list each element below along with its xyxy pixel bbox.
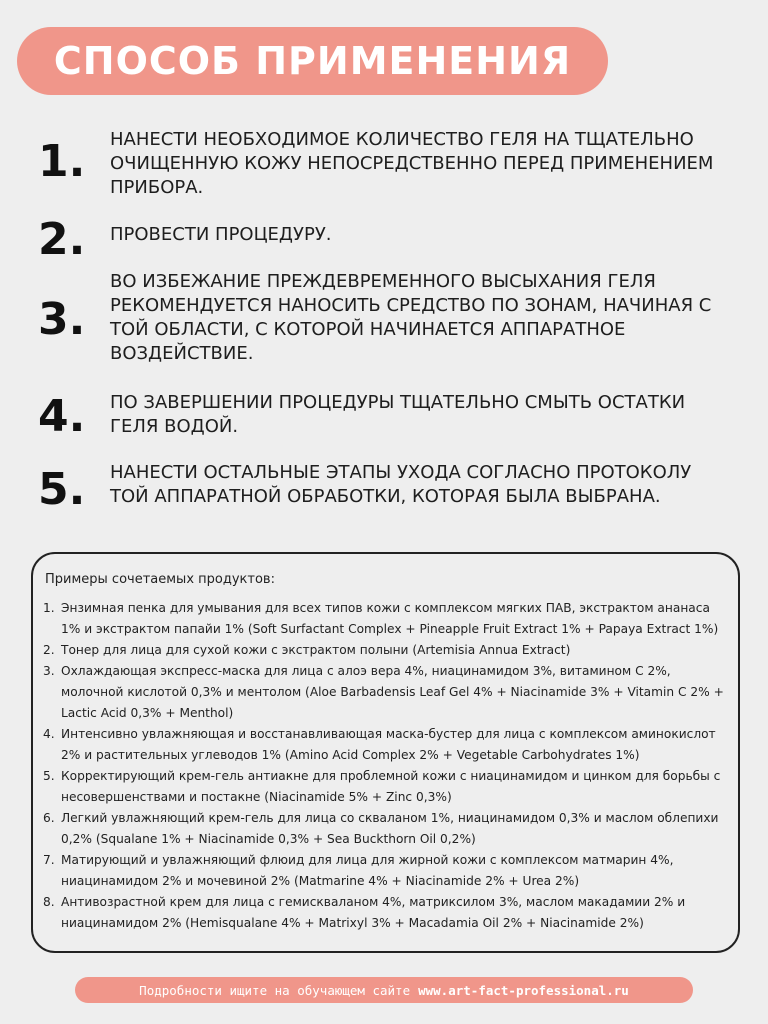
list-item-number: 5. bbox=[43, 769, 55, 783]
list-item-text: Интенсивно увлажняющая и восстанавливающая маска-бустер для лица с комплексом аминокислот 2% и растительных углеводов 1% (Amino Acid Complex 2% + Vegetable Carbohydrates 1%) bbox=[61, 727, 716, 762]
list-item-text: Энзимная пенка для умывания для всех типов кожи с комплексом мягких ПАВ, экстрактом ананаса 1% и экстрактом папайи 1% (Soft Surfactant Complex + Pineapple Fruit Extract 1% + Papaya Extract 1%) bbox=[61, 601, 719, 636]
list-item-number: 1. bbox=[43, 601, 55, 615]
step-number: 4. bbox=[38, 391, 86, 442]
compatible-products-box bbox=[31, 552, 740, 953]
step-text: ВО ИЗБЕЖАНИЕ ПРЕЖДЕВРЕМЕННОГО ВЫСЫХАНИЯ ГЕЛЯ РЕКОМЕНДУЕТСЯ НАНОСИТЬ СРЕДСТВО ПО ЗОНАМ, НАЧИНАЯ С ТОЙ ОБЛАСТИ, С КОТОРОЙ НАЧИНАЕТСЯ АППАРАТНОЕ ВОЗДЕЙСТВИЕ. bbox=[110, 271, 712, 364]
step-text: НАНЕСТИ НЕОБХОДИМОЕ КОЛИЧЕСТВО ГЕЛЯ НА ТЩАТЕЛЬНО ОЧИЩЕННУЮ КОЖУ НЕПОСРЕДСТВЕННО ПЕРЕД ПРИМЕНЕНИЕМ ПРИБОРА. bbox=[110, 129, 714, 198]
list-item-text: Охлаждающая экспресс-маска для лица с алоэ вера 4%, ниацинамидом 3%, витамином С 2%, молочной кислотой 0,3% и ментолом (Aloe Barbadensis Leaf Gel 4% + Niacinamide 3% + Vitamin C 2% + Lactic Acid 0,3% + Menthol) bbox=[61, 664, 724, 720]
step-text: НАНЕСТИ ОСТАЛЬНЫЕ ЭТАПЫ УХОДА СОГЛАСНО ПРОТОКОЛУ ТОЙ АППАРАТНОЙ ОБРАБОТКИ, КОТОРАЯ БЫЛА ВЫБРАНА. bbox=[110, 462, 692, 507]
header-banner bbox=[17, 27, 608, 95]
list-item bbox=[43, 640, 727, 661]
list-item bbox=[43, 661, 727, 724]
list-item-text: Тонер для лица для сухой кожи с экстрактом полыни (Artemisia Annua Extract) bbox=[61, 643, 571, 657]
list-item-text: Легкий увлажняющий крем-гель для лица со скваланом 1%, ниацинамидом 0,3% и маслом облепихи 0,2% (Squalane 1% + Niacinamide 0,3% + Sea Buckthorn Oil 0,2%) bbox=[61, 811, 719, 846]
list-item-text: Антивозрастной крем для лица с гемискваланом 4%, матриксилом 3%, маслом макадамии 2% и ниацинамидом 2% (Hemisqualane 4% + Matrixyl 3% + Macadamia Oil 2% + Niacinamide 2%) bbox=[61, 895, 686, 930]
website-link[interactable]: www.art-fact-professional.ru bbox=[418, 982, 629, 998]
step-number: 5. bbox=[38, 464, 86, 515]
list-item-text: Матирующий и увлажняющий флюид для лица для жирной кожи с комплексом матмарин 4%, ниацинамидом 2% и мочевиной 2% (Matmarine 4% + Niacinamide 2% + Urea 2%) bbox=[61, 853, 674, 888]
step-number: 3. bbox=[38, 294, 86, 345]
footer-banner bbox=[75, 977, 693, 1003]
list-item bbox=[43, 892, 727, 934]
list-item bbox=[43, 598, 727, 640]
list-item bbox=[43, 808, 727, 850]
list-item bbox=[43, 850, 727, 892]
product-list bbox=[43, 598, 727, 934]
list-item-number: 6. bbox=[43, 811, 55, 825]
step-text: ПО ЗАВЕРШЕНИИ ПРОЦЕДУРЫ ТЩАТЕЛЬНО СМЫТЬ ОСТАТКИ ГЕЛЯ ВОДОЙ. bbox=[110, 392, 686, 437]
list-item bbox=[43, 724, 727, 766]
step-number: 2. bbox=[38, 214, 86, 265]
list-item-number: 4. bbox=[43, 727, 55, 741]
list-item-number: 2. bbox=[43, 643, 55, 657]
page-title: СПОСОБ ПРИМЕНЕНИЯ bbox=[53, 39, 572, 83]
footer-text: Подробности ищите на обучающем сайте bbox=[139, 982, 411, 998]
list-item-text: Корректирующий крем-гель антиакне для проблемной кожи с ниацинамидом и цинком для борьбы с несовершенствами и постакне (Niacinamide 5% + Zinc 0,3%) bbox=[61, 769, 721, 804]
step-number: 1. bbox=[38, 136, 86, 187]
step-text: ПРОВЕСТИ ПРОЦЕДУРУ. bbox=[110, 224, 332, 245]
list-item-number: 7. bbox=[43, 853, 55, 867]
list-item bbox=[43, 766, 727, 808]
products-title: Примеры сочетаемых продуктов: bbox=[45, 572, 275, 587]
list-item-number: 8. bbox=[43, 895, 55, 909]
list-item-number: 3. bbox=[43, 664, 55, 678]
